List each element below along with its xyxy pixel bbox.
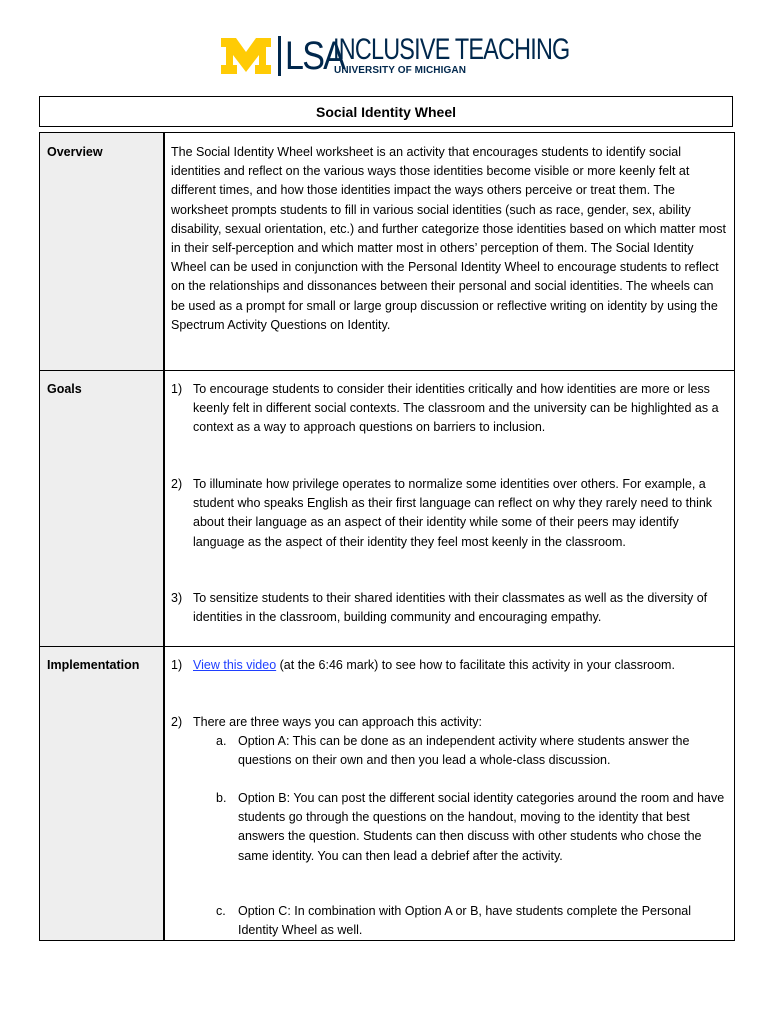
goal-item-text: To sensitize students to their shared identities with their classmates as well as the diversity of identities in the classroom, building community and encouraging empathy. bbox=[193, 591, 708, 625]
row-divider-implementation bbox=[40, 646, 734, 647]
lsa-inclusive-teaching-logo bbox=[221, 33, 570, 80]
logo-title: INCLUSIVE TEACHING bbox=[333, 33, 570, 66]
option-letter: c. bbox=[216, 904, 226, 918]
option-letter: a. bbox=[216, 734, 227, 748]
implementation-item-text: There are three ways you can approach this activity: bbox=[193, 715, 483, 729]
goal-item-number: 2) bbox=[171, 477, 183, 491]
option-text: Option B: You can post the different social identity categories around the room and have students go through the questions on the handout, moving to the identity that best answers the question. Students can then discuss with other students who chose the same identity. You can then lead a debrief after the activity. bbox=[238, 791, 725, 863]
document-title-text: Social Identity Wheel bbox=[315, 103, 457, 120]
document-title bbox=[39, 96, 733, 127]
info-table bbox=[39, 132, 735, 941]
goal-item-number: 3) bbox=[171, 591, 183, 605]
option-text: Option A: This can be done as an independent activity where students answer the questions on their own and then you lead a whole-class discussion. bbox=[238, 734, 690, 768]
goal-item-text: To illuminate how privilege operates to normalize some identities over others. For example, a student who speaks English as their first language can reflect on why they rarely need to think about their language as an aspect of their identity while some of their peers may identify language as the aspect of their identity they feel most keenly in the classroom. bbox=[193, 477, 713, 549]
overview-label: Overview bbox=[47, 145, 103, 159]
implementation-item-number: 2) bbox=[171, 715, 183, 729]
goal-item-number: 1) bbox=[171, 382, 183, 396]
implementation-label: Implementation bbox=[47, 658, 140, 672]
logo-subtitle: UNIVERSITY OF MICHIGAN bbox=[334, 65, 467, 76]
logo-lsa-text: LSA bbox=[285, 34, 345, 78]
implementation-item-text bbox=[193, 656, 729, 675]
goals-label: Goals bbox=[47, 382, 82, 396]
column-divider bbox=[163, 133, 165, 940]
option-text: Option C: In combination with Option A or B, have students complete the Personal Identity Wheel as well. bbox=[238, 904, 692, 938]
row-divider-goals bbox=[40, 370, 734, 371]
block-m-icon bbox=[221, 38, 271, 74]
goal-item-text: To encourage students to consider their identities critically and how identities are more or less keenly felt in different social contexts. The classroom and the university can be highlighted as a context as a way to approach questions on barriers to inclusion. bbox=[193, 382, 719, 435]
implementation-item-1-rest: (at the 6:46 mark) to see how to facilitate this activity in your classroom. bbox=[276, 658, 675, 672]
option-letter: b. bbox=[216, 791, 227, 805]
implementation-item-number: 1) bbox=[171, 658, 183, 672]
label-column bbox=[40, 133, 164, 940]
logo-divider bbox=[278, 36, 281, 76]
view-video-link[interactable]: View this video bbox=[193, 658, 277, 672]
overview-text: The Social Identity Wheel worksheet is an activity that encourages students to identify social identities and reflect on the various ways those identities become visible or more keenly felt at different times, and how those identities impact the ways others perceive or treat them. The worksheet prompts students to fill in various social identities (such as race, gender, sex, ability disability, sexual orientation, etc.) and further categorize those identities based on which matter most in their self-perception and which matter most in others’ perception of them. The Social Identity Wheel can be used in conjunction with the Personal Identity Wheel to encourage students to reflect on the relationships and dissonances between their personal and social identities. The wheels can be used as a prompt for small or large group discussion or reflective writing on identity by using the Spectrum Activity Questions on Identity. bbox=[171, 145, 726, 332]
